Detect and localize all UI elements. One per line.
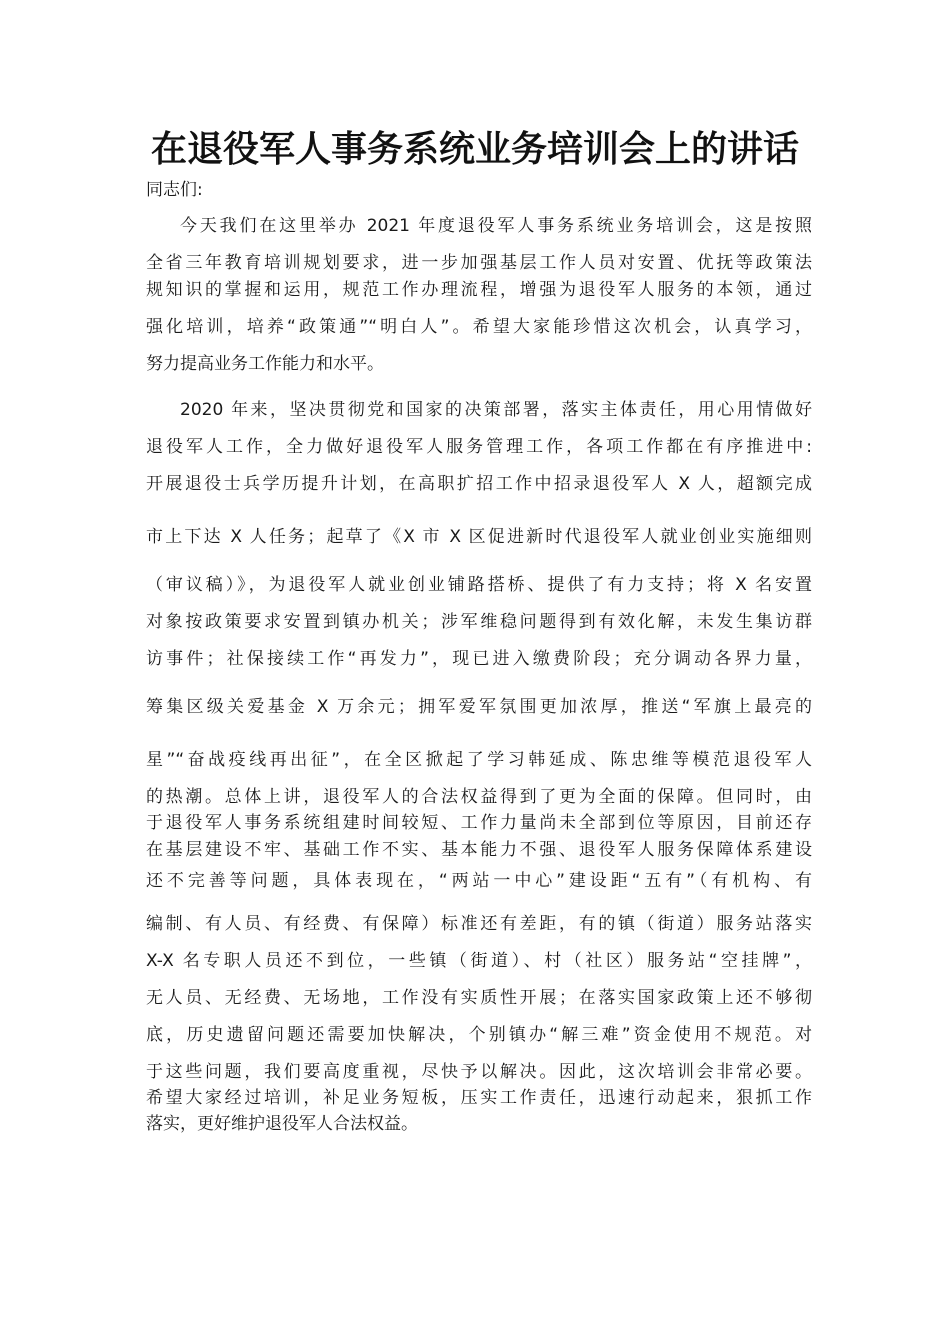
body-text-line: 全省三年教育培训规划要求，进一步加强基层工作人员对安置、优抚等政策法 <box>146 253 812 273</box>
body-text-line: 今天我们在这里举办 2021 年度退役军人事务系统业务培训会，这是按照 <box>180 216 812 236</box>
greeting-line: 同志们: <box>146 180 203 200</box>
body-text-line: 底，历史遗留问题还需要加快解决，个别镇办“解三难”资金使用不规范。对 <box>146 1025 812 1045</box>
body-text-line: 努力提高业务工作能力和水平。 <box>146 354 384 374</box>
body-text-line: （审议稿）》，为退役军人就业创业铺路搭桥、提供了有力支持；将 X 名安置 <box>146 575 812 595</box>
body-text-line: 退役军人工作，全力做好退役军人服务管理工作，各项工作都在有序推进中: <box>146 437 812 457</box>
body-text-line: 在基层建设不牢、基础工作不实、基本能力不强、退役军人服务保障体系建设 <box>146 840 812 860</box>
body-text-line: 规知识的掌握和运用，规范工作办理流程，增强为退役军人服务的本领，通过 <box>146 280 812 300</box>
body-text-line: 希望大家经过培训，补足业务短板，压实工作责任，迅速行动起来，狠抓工作 <box>146 1088 812 1108</box>
body-text-line: 市上下达 X 人任务；起草了《X 市 X 区促进新时代退役军人就业创业实施细则 <box>146 527 812 547</box>
body-text-line: 还不完善等问题，具体表现在，“两站一中心”建设距“五有”（有机构、有 <box>146 871 812 891</box>
body-text-line: 于退役军人事务系统组建时间较短、工作力量尚未全部到位等原因，目前还存 <box>146 813 812 833</box>
body-text-line: 对象按政策要求安置到镇办机关；涉军维稳问题得到有效化解，未发生集访群 <box>146 612 812 632</box>
body-text-line: 强化培训，培养“政策通”“明白人”。希望大家能珍惜这次机会，认真学习， <box>146 317 812 337</box>
body-text-line: 星”“奋战疫线再出征”，在全区掀起了学习韩延成、陈忠维等模范退役军人 <box>146 750 812 770</box>
body-text-line: 开展退役士兵学历提升计划，在高职扩招工作中招录退役军人 X 人，超额完成 <box>146 474 812 494</box>
body-text-line: 2020 年来，坚决贯彻党和国家的决策部署，落实主体责任，用心用情做好 <box>180 400 812 420</box>
document-title: 在退役军人事务系统业务培训会上的讲话 <box>150 128 799 170</box>
body-text-line: 于这些问题，我们要高度重视，尽快予以解决。因此，这次培训会非常必要。 <box>146 1062 812 1082</box>
body-text-line: 编制、有人员、有经费、有保障）标准还有差距，有的镇（街道）服务站落实 <box>146 914 812 934</box>
body-text-line: 的热潮。总体上讲，退役军人的合法权益得到了更为全面的保障。但同时，由 <box>146 787 812 807</box>
body-text-line: 访事件；社保接续工作“再发力”，现已进入缴费阶段；充分调动各界力量， <box>146 649 812 669</box>
body-text-line: 筹集区级关爱基金 X 万余元；拥军爱军氛围更加浓厚，推送“军旗上最亮的 <box>146 697 812 717</box>
body-text-line: X-X 名专职人员还不到位，一些镇（街道）、村（社区）服务站“空挂牌”， <box>146 951 812 971</box>
body-text-line: 无人员、无经费、无场地，工作没有实质性开展；在落实国家政策上还不够彻 <box>146 988 812 1008</box>
body-text-line: 落实，更好维护退役军人合法权益。 <box>146 1114 418 1134</box>
